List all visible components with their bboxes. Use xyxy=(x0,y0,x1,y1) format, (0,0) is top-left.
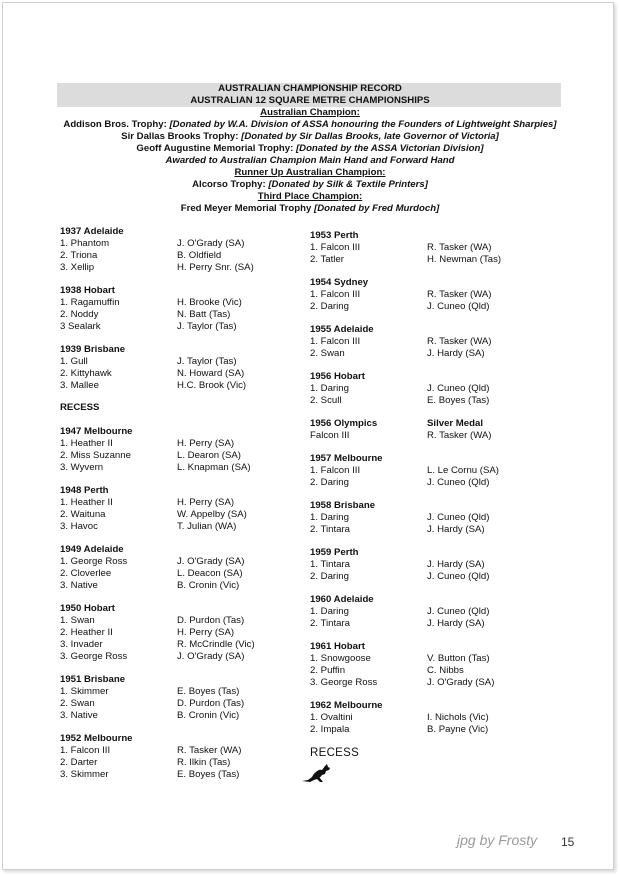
watermark: jpg by Frosty xyxy=(457,832,538,848)
skipper-name: T. Julian (WA) xyxy=(177,521,237,532)
event-heading xyxy=(60,285,300,297)
event-heading xyxy=(310,453,550,465)
boat-name: 3. Mallee xyxy=(60,380,99,391)
record-title: AUSTRALIAN CHAMPIONSHIP RECORD xyxy=(218,83,402,94)
event-heading xyxy=(310,547,550,559)
boat-name: 1. Phantom xyxy=(60,238,110,249)
result-row xyxy=(60,509,300,521)
result-row xyxy=(310,465,550,477)
result-row xyxy=(60,438,300,450)
boat-name: 2. Daring xyxy=(310,477,349,488)
skipper-name: J. Taylor (Tas) xyxy=(177,356,237,367)
event-heading xyxy=(60,544,300,556)
skipper-name: N. Batt (Tas) xyxy=(177,309,231,320)
boat-name: 1. Heather II xyxy=(60,497,113,508)
result-row xyxy=(60,639,300,651)
result-row xyxy=(60,686,300,698)
event-title: 1948 Perth xyxy=(60,485,109,496)
skipper-name: L. Dearon (SA) xyxy=(177,450,241,461)
result-row xyxy=(310,348,550,360)
runnerup-heading: Runner Up Australian Champion: xyxy=(234,167,386,178)
boat-name: 2. Swan xyxy=(310,348,345,359)
boat-name: 2. Heather II xyxy=(60,627,113,638)
boat-name: 3. Wyvern xyxy=(60,462,104,473)
dallas-prefix: Sir Dallas Brooks Trophy: xyxy=(121,131,242,142)
skipper-name: H. Newman (Tas) xyxy=(427,254,502,265)
boat-name: 1. Falcon III xyxy=(310,465,361,476)
result-row xyxy=(310,559,550,571)
event-heading xyxy=(310,324,550,336)
skipper-name: B. Cronin (Vic) xyxy=(177,710,240,721)
skipper-name: J. Cuneo (Qld) xyxy=(427,606,490,617)
result-row xyxy=(60,556,300,568)
boat-name: 2. Impala xyxy=(310,724,350,735)
race-event xyxy=(310,641,550,689)
boat-name: 1. Daring xyxy=(310,512,349,523)
event-heading xyxy=(60,603,300,615)
boat-name: 1. Falcon III xyxy=(310,336,361,347)
skipper-name: R. Tasker (WA) xyxy=(427,242,492,253)
boat-name: 2. Tintara xyxy=(310,524,350,535)
event-heading xyxy=(310,230,550,242)
addison-note: [Donated by W.A. Division of ASSA honouring the Founders of Lightweight Sharpies] xyxy=(169,119,557,130)
result-row xyxy=(60,497,300,509)
result-row xyxy=(60,521,300,533)
skipper-name: D. Purdon (Tas) xyxy=(177,615,245,626)
race-event xyxy=(310,324,550,360)
race-event xyxy=(310,500,550,536)
result-row xyxy=(310,336,550,348)
race-event xyxy=(60,544,300,592)
recess-label: RECESS xyxy=(310,747,360,759)
boat-name: 3. Xellip xyxy=(60,262,95,273)
skipper-name: H. Perry (SA) xyxy=(177,438,235,449)
race-event xyxy=(60,485,300,533)
skipper-name: E. Boyes (Tas) xyxy=(177,686,240,697)
event-title: 1954 Sydney xyxy=(310,277,369,288)
skipper-name: J. Taylor (Tas) xyxy=(177,321,237,332)
boat-name: 2. Miss Suzanne xyxy=(60,450,131,461)
right-events-group xyxy=(310,230,550,736)
event-heading xyxy=(310,418,550,430)
result-row xyxy=(60,238,300,250)
result-row xyxy=(310,395,550,407)
boat-name: 2. Tatler xyxy=(310,254,344,265)
result-row xyxy=(310,289,550,301)
event-heading xyxy=(310,277,550,289)
event-title: 1939 Brisbane xyxy=(60,344,126,355)
race-event xyxy=(310,277,550,313)
result-row xyxy=(60,710,300,722)
skipper-name: W. Appelby (SA) xyxy=(177,509,247,520)
skipper-name: I. Nichols (Vic) xyxy=(427,712,489,723)
result-row xyxy=(60,380,300,392)
boat-name: 2. Daring xyxy=(310,571,349,582)
skipper-name: B. Cronin (Vic) xyxy=(177,580,240,591)
boat-name: 2. Puffin xyxy=(310,665,346,676)
result-row xyxy=(310,618,550,630)
boat-name: 3. Native xyxy=(60,710,98,721)
skipper-name: C. Nibbs xyxy=(427,665,464,676)
boat-name: 1. Tintara xyxy=(310,559,350,570)
race-event xyxy=(310,594,550,630)
result-row xyxy=(310,712,550,724)
skipper-name: J. Cuneo (Qld) xyxy=(427,477,490,488)
geoff-prefix: Geoff Augustine Memorial Trophy: xyxy=(136,143,296,154)
skipper-name: R. Ilkin (Tas) xyxy=(177,757,231,768)
skipper-name: R. Tasker (WA) xyxy=(427,289,492,300)
result-row xyxy=(60,651,300,663)
result-row xyxy=(310,677,550,689)
geoff-note: [Donated by the ASSA Victorian Division] xyxy=(295,143,484,154)
boat-name: 3. George Ross xyxy=(310,677,378,688)
boat-name: 1. Heather II xyxy=(60,438,113,449)
alcorso-note: [Donated by Silk & Textile Printers] xyxy=(268,179,428,190)
boat-name: 2. Cloverlee xyxy=(60,568,112,579)
event-title: 1951 Brisbane xyxy=(60,674,126,685)
event-title: 1960 Adelaide xyxy=(310,594,374,605)
result-row xyxy=(60,580,300,592)
skipper-name: V. Button (Tas) xyxy=(427,653,490,664)
skipper-name: R. McCrindle (Vic) xyxy=(177,639,255,650)
geoff-trophy xyxy=(0,143,620,155)
skipper-name: L. Knapman (SA) xyxy=(177,462,251,473)
skipper-name: J. Cuneo (Qld) xyxy=(427,383,490,394)
boat-name: 2. Triona xyxy=(60,250,98,261)
event-heading xyxy=(60,344,300,356)
result-row xyxy=(310,383,550,395)
header-block xyxy=(0,83,620,215)
event-heading xyxy=(60,426,300,438)
champion-heading: Australian Champion: xyxy=(260,107,360,118)
event-title: 1955 Adelaide xyxy=(310,324,374,335)
skipper-name: L. Le Cornu (SA) xyxy=(427,465,499,476)
result-row xyxy=(310,571,550,583)
result-row xyxy=(60,262,300,274)
right-column xyxy=(310,230,550,787)
skipper-name: N. Howard (SA) xyxy=(177,368,245,379)
boat-name: 2. Kittyhawk xyxy=(60,368,112,379)
boat-name: 2. Tintara xyxy=(310,618,350,629)
result-row xyxy=(60,615,300,627)
boat-name: 3. Havoc xyxy=(60,521,98,532)
race-event xyxy=(310,700,550,736)
boat-name: 3. Invader xyxy=(60,639,103,650)
left-column xyxy=(60,226,300,792)
event-heading xyxy=(310,700,550,712)
race-event xyxy=(310,547,550,583)
event-title: 1962 Melbourne xyxy=(310,700,383,711)
skipper-name: R. Tasker (WA) xyxy=(177,745,242,756)
dallas-trophy xyxy=(0,131,620,143)
skipper-name: H.C. Brook (Vic) xyxy=(177,380,247,391)
result-row xyxy=(60,450,300,462)
event-title: 1956 Hobart xyxy=(310,371,365,382)
skipper-name: R. Tasker (WA) xyxy=(427,430,492,441)
fredmeyer-prefix: Fred Meyer Memorial Trophy xyxy=(180,203,315,214)
recess-label: RECESS xyxy=(60,402,100,413)
result-row xyxy=(60,757,300,769)
skipper-name: E. Boyes (Tas) xyxy=(177,769,240,780)
result-row xyxy=(310,653,550,665)
boat-name: 1. Falcon III xyxy=(60,745,111,756)
result-row xyxy=(60,769,300,781)
result-row xyxy=(60,368,300,380)
boat-name: 1. Falcon III xyxy=(310,289,361,300)
event-title: 1956 Olympics xyxy=(310,418,378,429)
event-title: 1952 Melbourne xyxy=(60,733,133,744)
alcorso-prefix: Alcorso Trophy: xyxy=(192,179,269,190)
result-row xyxy=(60,321,300,333)
result-row xyxy=(310,524,550,536)
boat-name: 3. Native xyxy=(60,580,98,591)
result-row xyxy=(60,698,300,710)
fredmeyer-trophy xyxy=(0,203,620,215)
event-title: 1957 Melbourne xyxy=(310,453,383,464)
skipper-name: J. Cuneo (Qld) xyxy=(427,301,490,312)
boat-name: 2. Noddy xyxy=(60,309,99,320)
result-row xyxy=(310,606,550,618)
event-heading xyxy=(310,641,550,653)
race-event xyxy=(310,230,550,266)
boat-name: 2. Darter xyxy=(60,757,98,768)
boat-name: 2. Swan xyxy=(60,698,95,709)
result-row xyxy=(60,568,300,580)
skipper-name: J. Cuneo (Qld) xyxy=(427,512,490,523)
result-row xyxy=(60,462,300,474)
event-title: 1959 Perth xyxy=(310,547,359,558)
skipper-name: J. Hardy (SA) xyxy=(427,559,485,570)
event-title: 1938 Hobart xyxy=(60,285,115,296)
left-events-group xyxy=(60,226,300,392)
boat-name: 2. Scull xyxy=(310,395,342,406)
skipper-name: J. Hardy (SA) xyxy=(427,348,485,359)
race-event xyxy=(60,426,300,474)
race-event xyxy=(60,733,300,781)
skipper-name: H. Perry (SA) xyxy=(177,497,235,508)
boat-name: 1. Gull xyxy=(60,356,88,367)
event-heading xyxy=(310,500,550,512)
result-row xyxy=(310,512,550,524)
race-event xyxy=(310,453,550,489)
event-title: 1961 Hobart xyxy=(310,641,365,652)
boat-name: 1. Ovaltini xyxy=(310,712,353,723)
result-row xyxy=(310,665,550,677)
skipper-name: H. Brooke (Vic) xyxy=(177,297,242,308)
event-title: 1953 Perth xyxy=(310,230,359,241)
race-event xyxy=(60,603,300,663)
event-title: 1949 Adelaide xyxy=(60,544,124,555)
skipper-name: B. Payne (Vic) xyxy=(427,724,489,735)
skipper-name: H. Perry (SA) xyxy=(177,627,235,638)
boat-name: 1. Daring xyxy=(310,383,349,394)
result-row xyxy=(310,477,550,489)
race-event xyxy=(60,226,300,274)
boat-name: 2. Waituna xyxy=(60,509,106,520)
result-row xyxy=(310,242,550,254)
kangaroo-icon xyxy=(300,761,550,787)
race-event xyxy=(310,371,550,407)
third-heading: Third Place Champion: xyxy=(257,191,363,202)
addison-trophy xyxy=(60,119,560,131)
skipper-name: J. Cuneo (Qld) xyxy=(427,571,490,582)
boat-name: 3. George Ross xyxy=(60,651,128,662)
race-event xyxy=(60,344,300,392)
boat-name: 1. Ragamuffin xyxy=(60,297,120,308)
left-events-group xyxy=(60,426,300,781)
skipper-name: J. O'Grady (SA) xyxy=(427,677,495,688)
event-heading xyxy=(60,674,300,686)
event-title: 1937 Adelaide xyxy=(60,226,124,237)
race-event xyxy=(60,674,300,722)
boat-name: 1. Daring xyxy=(310,606,349,617)
alcorso-trophy xyxy=(0,179,620,191)
boat-name: 3 Sealark xyxy=(60,321,101,332)
fredmeyer-note: [Donated by Fred Murdoch] xyxy=(314,203,440,214)
skipper-name: E. Boyes (Tas) xyxy=(427,395,490,406)
event-title: 1947 Melbourne xyxy=(60,426,133,437)
skipper-name: L. Deacon (SA) xyxy=(177,568,243,579)
boat-name: 1. Swan xyxy=(60,615,95,626)
boat-name: 2. Daring xyxy=(310,301,349,312)
result-row xyxy=(60,627,300,639)
boat-name: Falcon III xyxy=(310,430,350,441)
skipper-name: J. O'Grady (SA) xyxy=(177,238,245,249)
boat-name: 1. Falcon III xyxy=(310,242,361,253)
event-heading xyxy=(60,226,300,238)
event-title: 1958 Brisbane xyxy=(310,500,376,511)
race-event xyxy=(310,418,550,442)
event-heading xyxy=(310,594,550,606)
event-title: 1950 Hobart xyxy=(60,603,115,614)
event-heading xyxy=(60,485,300,497)
result-row xyxy=(60,309,300,321)
skipper-name: J. O'Grady (SA) xyxy=(177,556,245,567)
result-row xyxy=(60,297,300,309)
result-row xyxy=(310,724,550,736)
page-number: 15 xyxy=(561,835,575,849)
skipper-name: H. Perry Snr. (SA) xyxy=(177,262,254,273)
awarded-note: Awarded to Australian Champion Main Hand and Forward Hand xyxy=(165,155,455,166)
event-heading xyxy=(310,371,550,383)
dallas-note: [Donated by Sir Dallas Brooks, late Governor of Victoria] xyxy=(241,131,499,142)
skipper-name: R. Tasker (WA) xyxy=(427,336,492,347)
skipper-name: J. Hardy (SA) xyxy=(427,524,485,535)
boat-name: 1. George Ross xyxy=(60,556,128,567)
result-row xyxy=(60,745,300,757)
event-medal: Silver Medal xyxy=(427,418,483,429)
result-row xyxy=(60,250,300,262)
race-event xyxy=(60,285,300,333)
result-row xyxy=(310,254,550,266)
result-row xyxy=(310,430,550,442)
result-row xyxy=(60,356,300,368)
skipper-name: B. Oldfield xyxy=(177,250,222,261)
addison-prefix: Addison Bros. Trophy: xyxy=(63,119,170,130)
boat-name: 1. Snowgoose xyxy=(310,653,371,664)
result-row xyxy=(310,301,550,313)
skipper-name: D. Purdon (Tas) xyxy=(177,698,245,709)
boat-name: 3. Skimmer xyxy=(60,769,109,780)
skipper-name: J. O'Grady (SA) xyxy=(177,651,245,662)
skipper-name: J. Hardy (SA) xyxy=(427,618,485,629)
championship-title: AUSTRALIAN 12 SQUARE METRE CHAMPIONSHIPS xyxy=(190,95,430,106)
boat-name: 1. Skimmer xyxy=(60,686,109,697)
event-heading xyxy=(60,733,300,745)
